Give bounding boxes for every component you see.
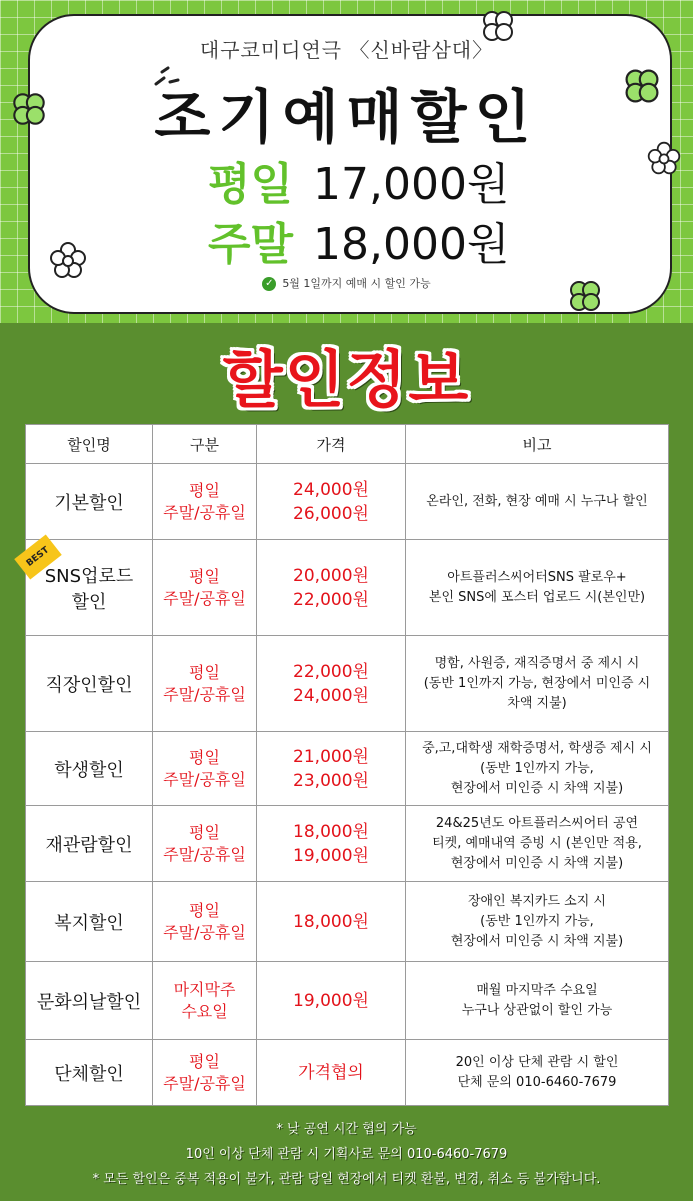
discount-remark-line: 24&25년도 아트플러스씨어터 공연	[435, 815, 639, 831]
discount-price-line: 23,000원	[293, 770, 369, 791]
table-header-row	[26, 425, 669, 464]
organization-name: 대구코미디연극 〈신바람삼대〉	[199, 38, 494, 62]
discount-name-line: 기본할인	[54, 492, 124, 514]
discount-category	[153, 732, 257, 806]
discount-price-line: 21,000원	[293, 746, 369, 767]
discount-remark-line: 본인 SNS에 포스터 업로드 시(본인만)	[428, 589, 646, 605]
discount-name-line: 문화의날할인	[36, 991, 142, 1013]
discount-category-line: 주말/공휴일	[163, 684, 246, 704]
column-header: 가격	[257, 425, 406, 464]
footer-line: * 낮 공연 시간 협의 가능	[276, 1122, 417, 1137]
discount-remark	[406, 636, 669, 732]
discount-name-line: 할인	[71, 591, 107, 613]
discount-category	[153, 882, 257, 962]
column-header: 구분	[153, 425, 257, 464]
promo-title: 조기예매할인	[154, 83, 539, 151]
discount-remark	[406, 540, 669, 636]
discount-price-line: 가격협의	[298, 1062, 364, 1083]
discount-name	[26, 882, 153, 962]
discount-category-line: 평일	[189, 822, 220, 842]
discount-remark-line: 차액 지불)	[507, 695, 567, 711]
discount-category	[153, 806, 257, 882]
discount-table	[25, 424, 669, 1106]
discount-remark-line: 현장에서 미인증 시 차액 지불)	[450, 933, 624, 949]
discount-price-line: 20,000원	[293, 565, 369, 586]
table-row	[26, 806, 669, 882]
table-row	[26, 1040, 669, 1106]
discount-category	[153, 1040, 257, 1106]
table-row	[26, 464, 669, 540]
table-row	[26, 962, 669, 1040]
discount-price-line: 24,000원	[293, 685, 369, 706]
discount-category-line: 평일	[189, 747, 220, 767]
discount-category-line: 주말/공휴일	[163, 769, 246, 789]
discount-category-line: 주말/공휴일	[163, 502, 246, 522]
discount-name	[26, 806, 153, 882]
weekend-label: 주말	[208, 219, 294, 270]
discount-price	[257, 1040, 406, 1106]
weekend-price-row	[208, 208, 509, 272]
best-badge: BEST	[14, 534, 62, 579]
discount-category-line: 주말/공휴일	[163, 922, 246, 942]
discount-remark	[406, 1040, 669, 1106]
discount-remark-line: (동반 1인까지 가능, 현장에서 미인증 시	[423, 675, 651, 691]
discount-remark-line: 현장에서 미인증 시 차액 지불)	[450, 855, 624, 871]
discount-category-line: 수요일	[181, 1001, 228, 1021]
table-row	[26, 636, 669, 732]
discount-category-line: 평일	[189, 900, 220, 920]
discount-price-line: 18,000원	[293, 821, 369, 842]
discount-category-line: 평일	[189, 566, 220, 586]
discount-remark	[406, 464, 669, 540]
discount-category-line: 평일	[189, 480, 220, 500]
discount-name	[26, 636, 153, 732]
discount-remark-line: 20인 이상 단체 관람 시 할인	[455, 1054, 619, 1070]
discount-name	[26, 962, 153, 1040]
section-title: 할인정보	[222, 343, 471, 416]
discount-category	[153, 962, 257, 1040]
discount-category-line: 주말/공휴일	[163, 844, 246, 864]
discount-category	[153, 540, 257, 636]
discount-remark-line: 누구나 상관없이 할인 가능	[461, 1002, 613, 1018]
column-header: 비고	[406, 425, 669, 464]
discount-category-line: 마지막주	[173, 979, 236, 999]
column-header: 할인명	[26, 425, 153, 464]
flower-icon	[48, 240, 88, 280]
discount-remark-line: (동반 1인까지 가능,	[480, 760, 594, 776]
discount-remark-line: 명함, 사원증, 재직증명서 중 제시 시	[434, 655, 640, 671]
discount-price-line: 18,000원	[293, 911, 369, 932]
discount-category-line: 주말/공휴일	[163, 588, 246, 608]
discount-price	[257, 962, 406, 1040]
discount-price	[257, 806, 406, 882]
discount-name-line: 복지할인	[54, 912, 124, 934]
table-row	[26, 540, 669, 636]
discount-name	[26, 1040, 153, 1106]
discount-price	[257, 540, 406, 636]
discount-name-line: SNS업로드	[44, 565, 134, 587]
discount-name-line: 재관람할인	[45, 834, 133, 856]
discount-remark	[406, 882, 669, 962]
discount-price	[257, 636, 406, 732]
table-row	[26, 732, 669, 806]
discount-price-line: 22,000원	[293, 589, 369, 610]
discount-remark-line: 매월 마지막주 수요일	[476, 982, 598, 998]
discount-remark	[406, 806, 669, 882]
discount-remark-line: 아트플러스씨어터SNS 팔로우+	[447, 569, 627, 585]
discount-price	[257, 882, 406, 962]
discount-category-line: 평일	[189, 1051, 220, 1071]
discount-name-line: 학생할인	[54, 759, 124, 781]
discount-price	[257, 464, 406, 540]
discount-price-line: 22,000원	[293, 661, 369, 682]
table-row	[26, 882, 669, 962]
discount-remark-line: 단체 문의 010-6460-7679	[457, 1074, 617, 1090]
discount-name-line: 단체할인	[54, 1063, 124, 1085]
discount-category-line: 평일	[189, 662, 220, 682]
weekday-price: 17,000원	[313, 159, 510, 210]
discount-remark-line: 장애인 복지카드 소지 시	[468, 893, 606, 909]
discount-price-line: 24,000원	[293, 479, 369, 500]
discount-name	[26, 732, 153, 806]
discount-remark-line: 현장에서 미인증 시 차액 지불)	[450, 780, 624, 796]
discount-price	[257, 732, 406, 806]
weekday-price-row	[208, 148, 509, 212]
footer-notes	[0, 1117, 693, 1192]
discount-remark-line: (동반 1인까지 가능,	[480, 913, 594, 929]
discount-name-line: 직장인할인	[45, 674, 133, 696]
weekend-price: 18,000원	[313, 219, 510, 270]
footer-line: * 모든 할인은 중복 적용이 불가, 관람 당일 현장에서 티켓 환불, 변경, 취소 등 불가합니다.	[92, 1172, 601, 1187]
discount-remark-line: 티켓, 예매내역 증빙 시 (본인만 적용,	[432, 835, 642, 851]
discount-category	[153, 464, 257, 540]
discount-price-line: 19,000원	[293, 845, 369, 866]
discount-remark	[406, 962, 669, 1040]
discount-remark	[406, 732, 669, 806]
weekday-label: 평일	[208, 159, 294, 210]
discount-remark-line: 중,고,대학생 재학증명서, 학생증 제시 시	[422, 740, 652, 756]
footer-line: 10인 이상 단체 관람 시 기획사로 문의 010-6460-7679	[185, 1147, 508, 1162]
note-text: 5월 1일까지 예매 시 할인 가능	[282, 277, 431, 290]
check-icon: ✓	[262, 277, 276, 291]
discount-category-line: 주말/공휴일	[163, 1073, 246, 1093]
discount-price-line: 19,000원	[293, 990, 369, 1011]
early-bird-note	[0, 275, 693, 291]
discount-remark-line: 온라인, 전화, 현장 예매 시 누구나 할인	[426, 493, 648, 509]
discount-category	[153, 636, 257, 732]
discount-name	[26, 464, 153, 540]
discount-price-line: 26,000원	[293, 503, 369, 524]
